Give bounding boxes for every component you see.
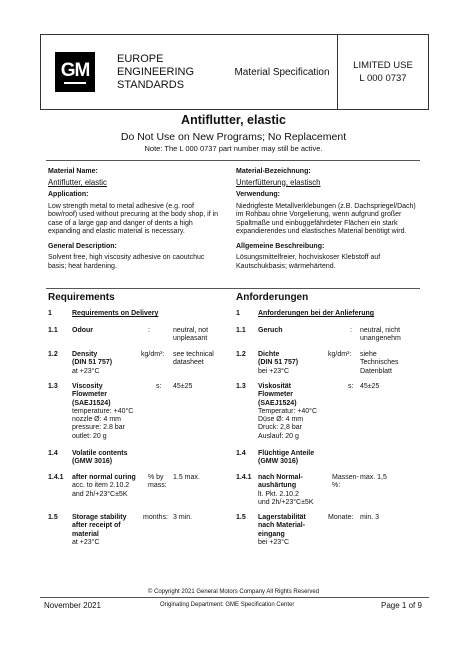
gm-logo-text: GM <box>60 59 90 81</box>
material-name-value-de: Unterfütterung, elastisch <box>236 177 321 187</box>
application-label: Application: <box>48 191 89 198</box>
application-text-de: Niedrigfeste Metallverklebungen (z.B. Dachspriegel/Dach) im Rohbau ohne Vorgelierung, wenn aufgrund großer Spaltmaße und einbuggefährdeter Flächen ein stark expandierendes und elastisches Material benötigt wird. <box>236 202 416 235</box>
req-title-text: Storage stability after receipt of material <box>72 514 127 538</box>
req-unit: % by mass: <box>148 474 167 490</box>
req-title: Geruch <box>258 327 283 334</box>
req-title-line: nozzle Ø: 4 mm <box>72 416 122 424</box>
application-text: Low strength metal to metal adhesive (e.g. roof bow/roof) used without precuring at the body shop, if in case of a large gap and danger of dents a high expanding and elastic material is necessary. <box>48 202 219 235</box>
req-number: 1.5 <box>48 514 58 521</box>
req-value: neutral, nicht unangenehm <box>360 327 401 343</box>
req-title <box>258 351 298 376</box>
req-title-line: Düse Ø: 4 mm <box>258 416 304 424</box>
req-number: 1.4 <box>48 450 58 457</box>
req-title: Odour <box>72 327 93 334</box>
limited-use-box <box>338 35 428 109</box>
document-note: Note: The L 000 0737 part number may still be active. <box>144 144 323 153</box>
req-unit: kg/dm³: <box>141 351 165 358</box>
req-number: 1.1 <box>236 327 246 334</box>
req-title-line: (GMW 3016) <box>258 458 299 466</box>
req-title <box>258 383 317 441</box>
req-unit: kg/dm³: <box>328 351 352 358</box>
req-title <box>258 474 320 507</box>
req-title <box>72 450 128 467</box>
req-number: 1.4.1 <box>48 474 64 481</box>
general-description-label-de: Allgemeine Beschreibung: <box>236 242 325 250</box>
material-info-en <box>48 168 223 271</box>
org-line-3: STANDARDS <box>117 78 185 91</box>
req-value: see technical datasheet <box>173 351 214 367</box>
req-title-text: Viscosity <box>72 383 103 390</box>
gm-logo <box>55 52 95 92</box>
req-title-line: bei +23°C <box>258 367 290 375</box>
req-value: min. 3 <box>360 514 380 521</box>
req-title-text: Viskosität <box>258 383 291 390</box>
title-block <box>0 112 467 154</box>
req-number: 1 <box>236 310 240 317</box>
req-title-line: (SAEJ1524) <box>258 399 297 407</box>
req-title <box>258 514 320 547</box>
general-description-text-de: Lösungsmittelfreier, hochviskoser Klebstoff auf Kautschukbasis; wärmehärtend. <box>236 254 381 270</box>
req-unit: months: <box>143 514 168 521</box>
req-title-line: at +23°C <box>72 367 100 375</box>
divider <box>46 288 420 289</box>
gm-logo-underline <box>64 82 86 84</box>
document-header <box>40 34 429 110</box>
req-title-line: outlet: 20 g <box>72 432 107 440</box>
req-title-text: Volatile contents <box>72 450 128 457</box>
document-subtitle: Do Not Use on New Programs; No Replacement <box>120 131 347 143</box>
req-unit: : <box>350 327 352 334</box>
req-title-line: (GMW 3016) <box>72 458 113 466</box>
req-title-line: Flowmeter <box>258 391 294 399</box>
page-number: Page 1 of 9 <box>381 601 422 610</box>
req-title <box>258 450 314 467</box>
material-name-value: Antiflutter, elastic <box>48 177 107 187</box>
req-title <box>72 514 142 547</box>
req-title-text: Flüchtige Anteile <box>258 450 315 457</box>
limited-use-label: LIMITED USE <box>353 60 413 71</box>
req-value: 45±25 <box>173 383 193 390</box>
req-title: Requirements on Delivery <box>72 310 159 317</box>
requirements-table-de <box>236 310 426 550</box>
req-value: max. 1,5 <box>360 474 387 481</box>
req-number: 1.3 <box>236 383 246 390</box>
req-title-line: Druck: 2,8 bar <box>258 424 302 432</box>
req-title-line: lt. Pkt. 2.10.2 <box>258 490 299 498</box>
req-number: 1.2 <box>48 351 58 358</box>
req-title-line: temperature: +40°C <box>72 407 134 415</box>
req-value: 3 min. <box>173 514 193 521</box>
req-number: 1.2 <box>236 351 246 358</box>
copyright: © Copyright 2021 General Motors Company All Rights Reserved <box>147 589 320 595</box>
req-unit: Monate: <box>328 514 354 521</box>
logo-cell <box>41 35 109 109</box>
req-title-text: nach Normal-aushärtung <box>258 474 303 490</box>
req-title-text: Dichte <box>258 351 280 358</box>
material-name-label: Material Name: <box>48 168 98 175</box>
req-title-text: Density <box>72 351 98 358</box>
req-number: 1.4 <box>236 450 246 457</box>
requirements-table-en <box>48 310 228 550</box>
req-value: 1.5 max. <box>173 474 200 481</box>
document-title: Antiflutter, elastic <box>181 113 286 127</box>
req-title: Anforderungen bei der Anlieferung <box>258 310 375 317</box>
general-description-label: General Description: <box>48 242 117 250</box>
requirements-heading: Requirements <box>48 292 115 303</box>
org-line-2: ENGINEERING <box>117 65 195 78</box>
req-number: 1.4.1 <box>236 474 252 481</box>
req-title-line: (DIN 51 757) <box>258 359 299 367</box>
req-title-line: und 2h/+23°C±5K <box>258 498 314 506</box>
req-title-line: (DIN 51 757) <box>72 359 113 367</box>
material-info-de <box>236 168 421 271</box>
footer-department: Originating Department: GME Specification Center <box>160 602 295 608</box>
org-name <box>109 35 227 109</box>
material-name-label-de: Material-Bezeichnung: <box>236 168 311 175</box>
req-unit: s: <box>348 383 354 390</box>
req-title-text: Lagerstabilität nach Material-eingang <box>258 514 306 538</box>
spec-number: L 000 0737 <box>359 73 407 84</box>
req-title-line: Flowmeter <box>72 391 108 399</box>
req-title-line: pressure: 2.8 bar <box>72 424 125 432</box>
req-title <box>72 383 133 441</box>
req-title-line: Temperatur: +40°C <box>258 407 318 415</box>
footer-divider <box>40 597 429 598</box>
req-title-line: (SAEJ1524) <box>72 399 111 407</box>
general-description-text: Solvent free, high viscosity adhesive on caoutchuc basis; heat hardening. <box>48 254 205 270</box>
application-label-de: Verwendung: <box>236 191 280 198</box>
footer-date: November 2021 <box>44 601 101 610</box>
req-title-line: bei +23°C <box>258 538 290 546</box>
req-title <box>72 474 136 499</box>
req-unit: Massen-%: <box>332 474 359 490</box>
req-unit: : <box>148 327 150 334</box>
req-value: 45±25 <box>360 383 380 390</box>
req-number: 1.5 <box>236 514 246 521</box>
req-value: neutral, not unpleasant <box>173 327 209 343</box>
org-line-1: EUROPE <box>117 52 164 65</box>
req-value: siehe Technisches Datenblatt <box>360 351 399 375</box>
req-number: 1 <box>48 310 52 317</box>
req-title-line: acc. to item 2.10.2 <box>72 482 130 490</box>
req-unit: s: <box>156 383 162 390</box>
divider <box>46 160 420 161</box>
req-number: 1.3 <box>48 383 58 390</box>
req-title-text: after normal curing <box>72 474 136 481</box>
req-number: 1.1 <box>48 327 58 334</box>
req-title-line: Auslauf: 20 g <box>258 432 299 440</box>
req-title-line: and 2h/+23°C±5K <box>72 490 128 498</box>
req-title <box>72 351 112 376</box>
req-title-line: at +23°C <box>72 538 100 546</box>
doc-type: Material Specification <box>227 35 338 109</box>
requirements-heading-de: Anforderungen <box>236 292 309 303</box>
